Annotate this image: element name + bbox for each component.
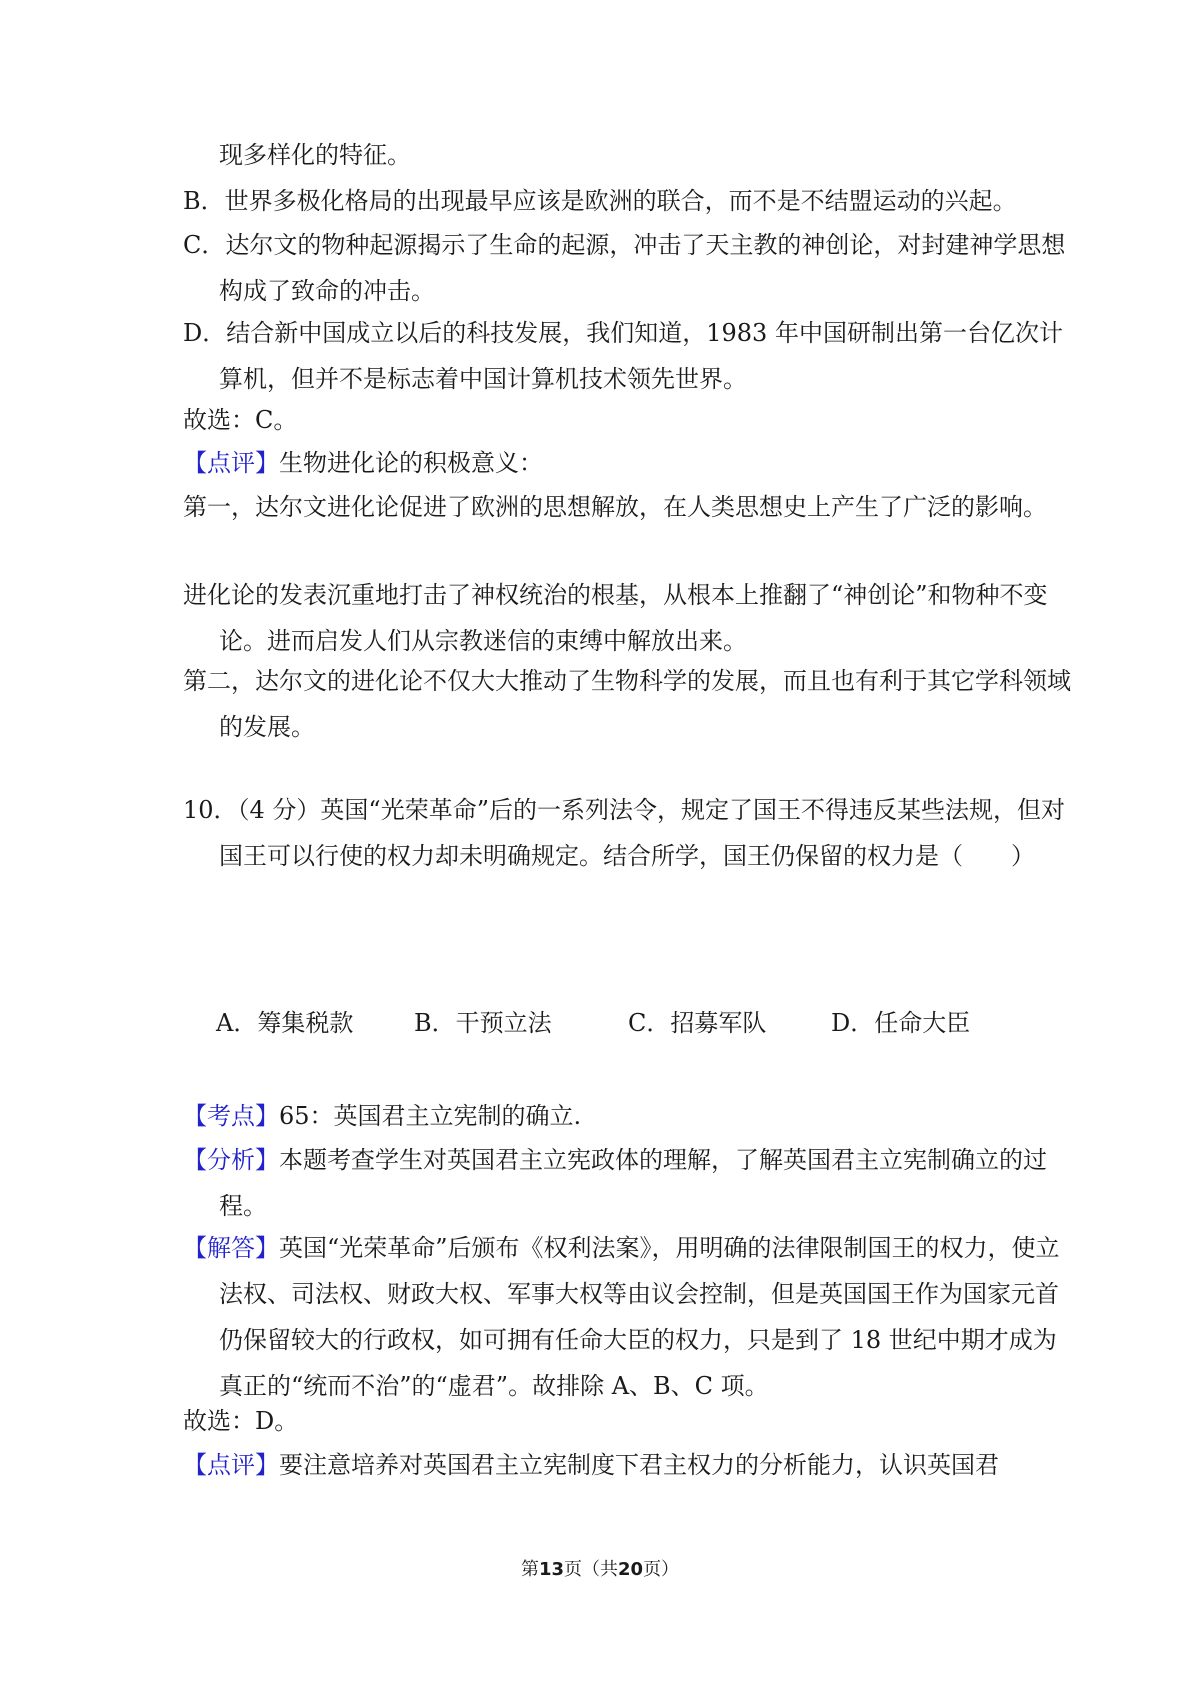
option-a-label: A．筹集税款 <box>216 1009 354 1037</box>
comment-tag: 【点评】 <box>183 449 279 477</box>
option-b: B．世界多极化格局的出现最早应该是欧洲的联合，而不是不结盟运动的兴起。 <box>183 187 1017 215</box>
comment-9: 【点评】生物进化论的积极意义： <box>183 449 543 477</box>
answer-9: 故选：C。 <box>183 406 298 434</box>
point-2: 第二，达尔文的进化论不仅大大推动了生物科学的发展，而且也有利于其它学科领域的发展。 <box>183 667 1071 741</box>
point-1b: 进化论的发表沉重地打击了神权统治的根基，从根本上推翻了“神创论”和物种不变论。进而启发人们从宗教迷信的束缚中解放出来。 <box>183 581 1048 655</box>
dianping: 【点评】要注意培养对英国君主立宪制度下君主权力的分析能力，认识英国君 <box>183 1451 999 1479</box>
kaodian-tag: 【考点】 <box>183 1102 279 1130</box>
option-d: D．结合新中国成立以后的科技发展，我们知道，1983 年中国研制出第一台亿次计算机，但并不是标志着中国计算机技术领先世界。 <box>183 319 1063 393</box>
answer-10: 故选：D。 <box>183 1407 299 1435</box>
fenxi-tag: 【分析】 <box>183 1146 279 1174</box>
point-1: 第一，达尔文进化论促进了欧洲的思想解放，在人类思想史上产生了广泛的影响。 <box>183 493 1047 521</box>
option-a-continuation: 现多样化的特征。 <box>219 141 411 169</box>
jieda: 【解答】英国“光荣革命”后颁布《权利法案》，用明确的法律限制国王的权力，使立法权、司法权、财政大权、军事大权等由议会控制，但是英国国王作为国家元首仍保留较大的行政权，如可拥有任命大臣的权力，只是到了 18 世纪中期才成为真正的“统而不治”的“虚君”。故排除 A、B、C 项。 <box>183 1234 1060 1400</box>
dianping-tag: 【点评】 <box>183 1451 279 1479</box>
current-page-number: 13 <box>538 1559 564 1580</box>
total-page-number: 20 <box>618 1559 644 1580</box>
page-footer: 第13页（共20页） <box>520 1559 680 1580</box>
option-d-label: D．任命大臣 <box>831 1009 971 1037</box>
fenxi: 【分析】本题考查学生对英国君主立宪政体的理解，了解英国君主立宪制确立的过程。 <box>183 1146 1047 1220</box>
jieda-tag: 【解答】 <box>183 1234 279 1262</box>
option-c: C．达尔文的物种起源揭示了生命的起源，冲击了天主教的神创论，对封建神学思想构成了致命的冲击。 <box>183 231 1066 305</box>
kaodian: 【考点】65：英国君主立宪制的确立. <box>183 1102 582 1130</box>
option-b-label: B．干预立法 <box>414 1009 552 1037</box>
option-c-label: C．招募军队 <box>628 1009 767 1037</box>
question-10-stem: 10．（4 分）英国“光荣革命”后的一系列法令，规定了国王不得违反某些法规，但对国王可以行使的权力却未明确规定。结合所学，国王仍保留的权力是（ ） <box>183 796 1065 870</box>
